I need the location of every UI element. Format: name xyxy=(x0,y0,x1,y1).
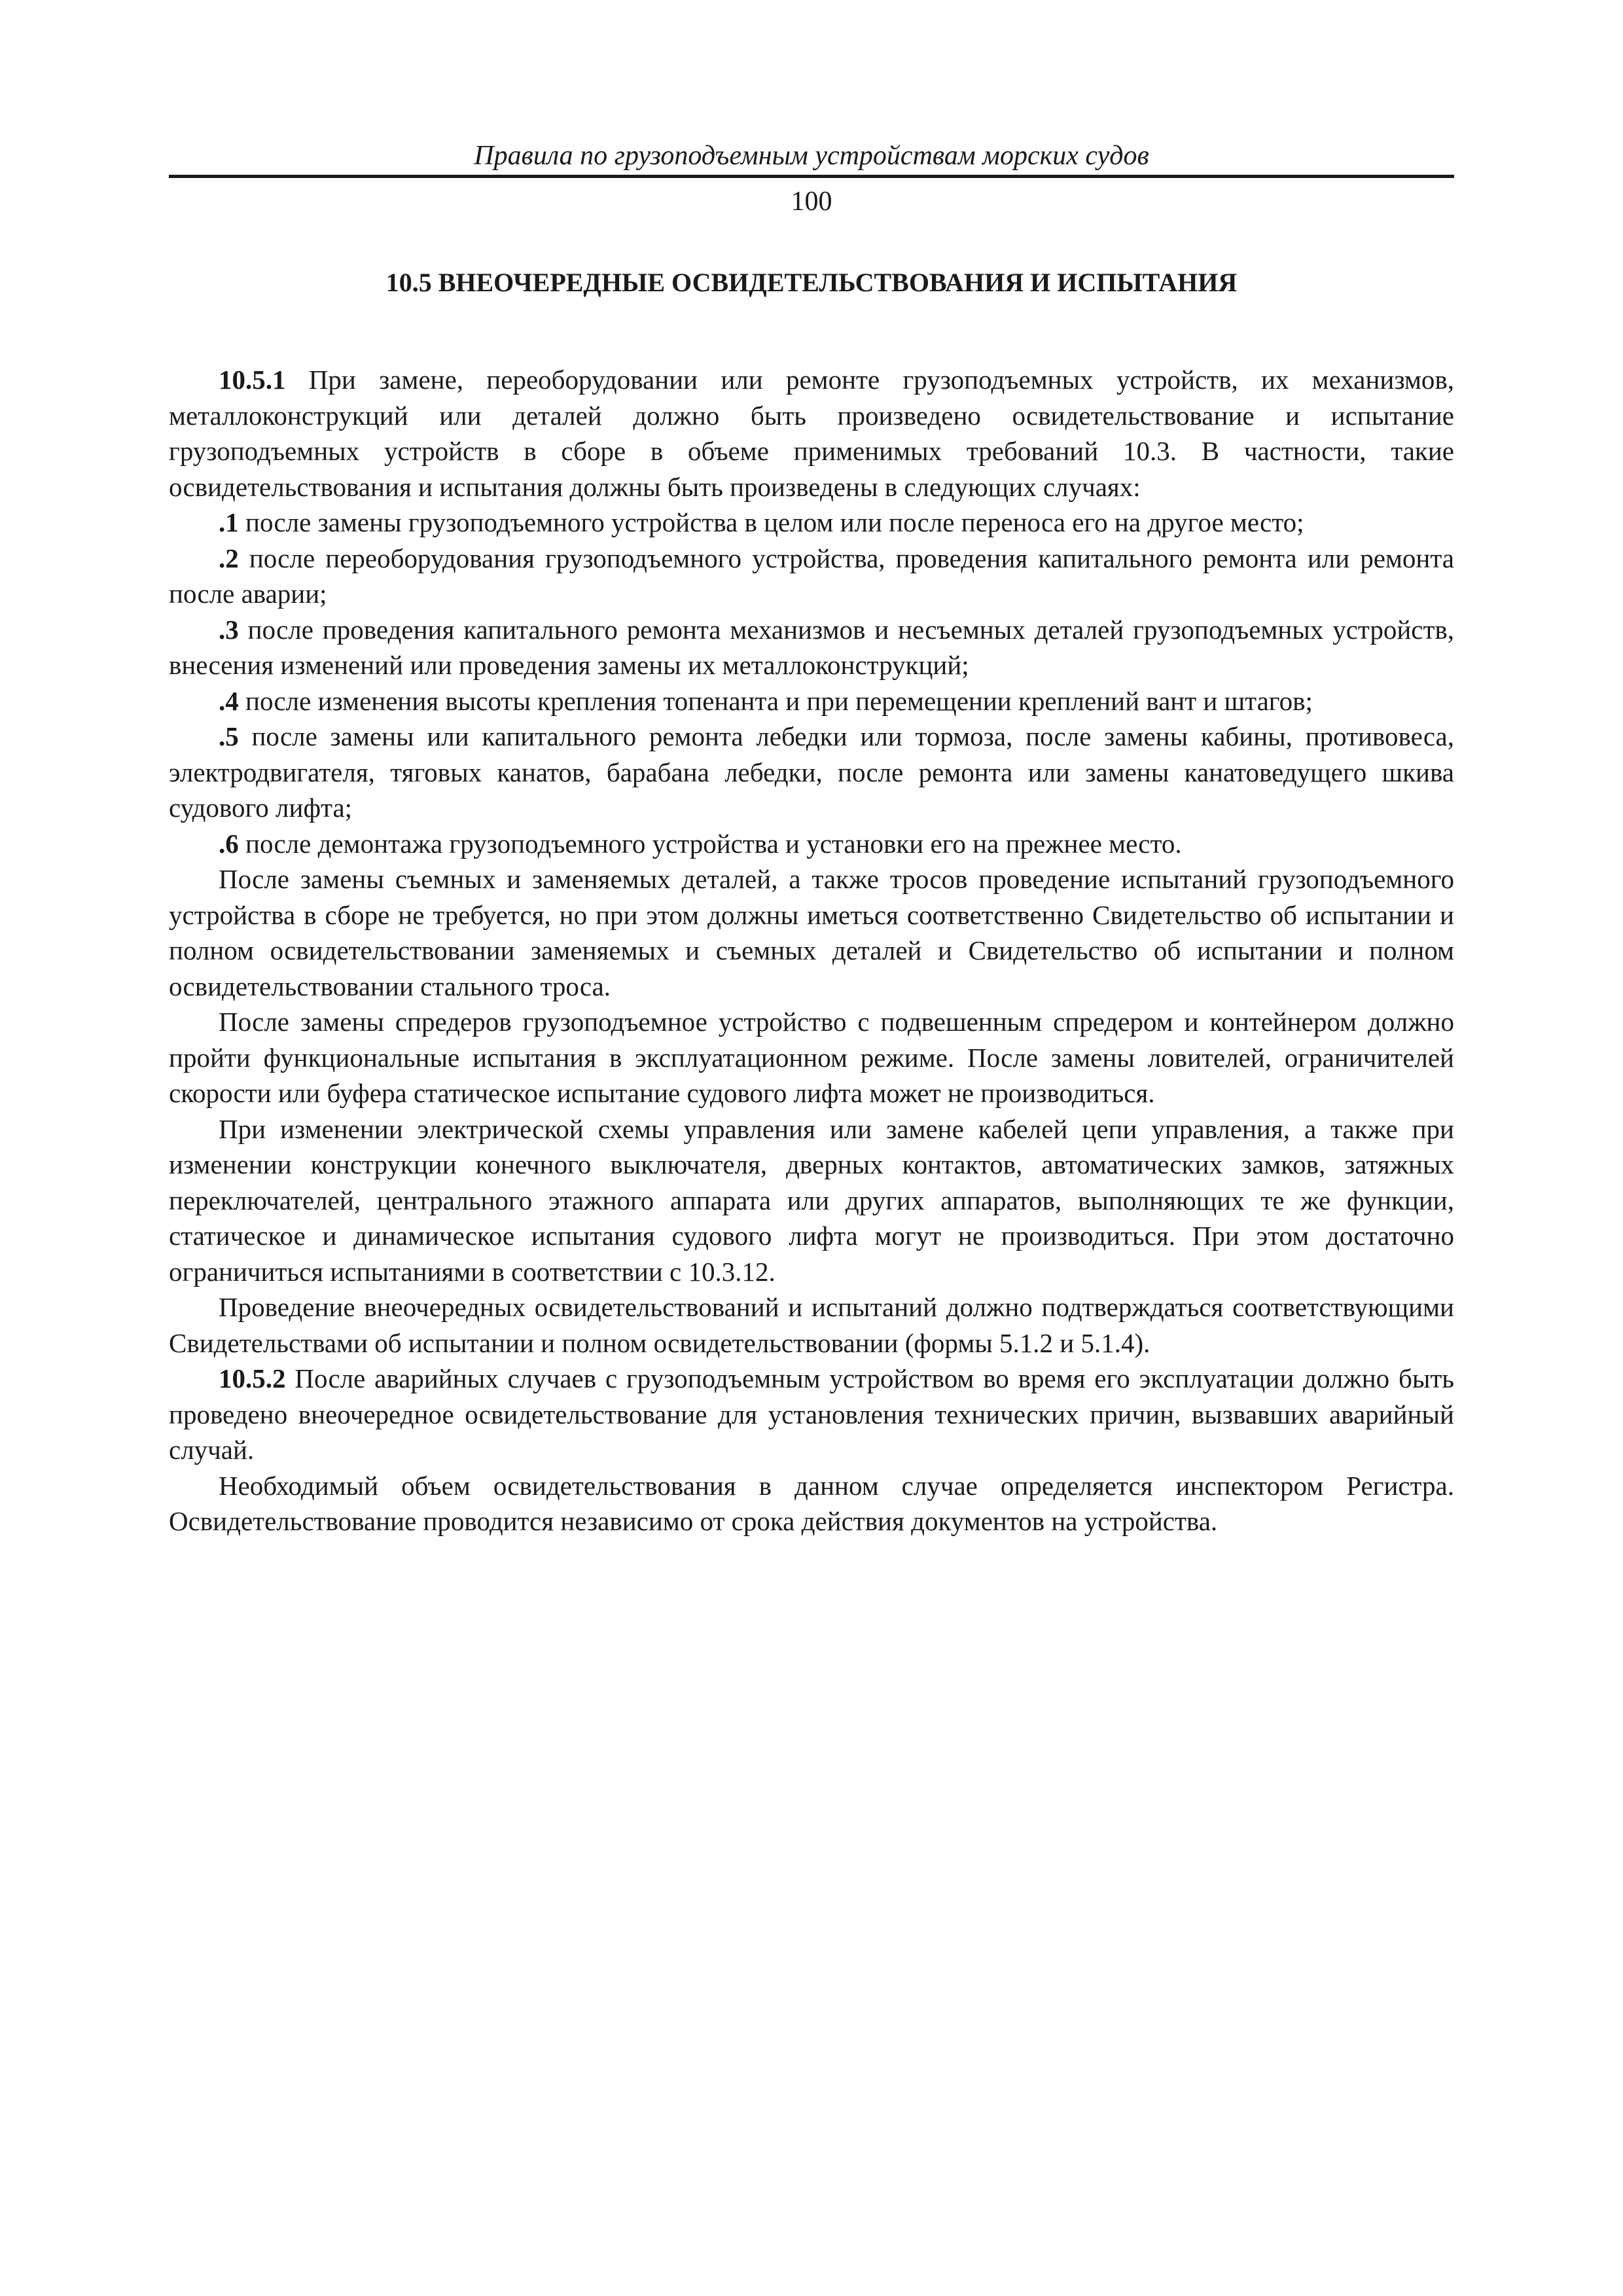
list-item-text: после замены грузоподъемного устройства в целом или после переноса его на другое место; xyxy=(238,507,1304,537)
list-item-number: .5 xyxy=(219,721,239,751)
paragraph-text: При замене, переоборудовании или ремонте грузоподъемных устройств, их механизмов, металлоконструкций или деталей должно быть произведено освидетельствование и испытание грузоподъемных устройств в сборе в объеме применимых требований 10.3. В частности, такие освидетельствования и испытания должны быть произведены в следующих случаях: xyxy=(169,365,1454,502)
paragraph-text: Необходимый объем освидетельствования в данном случае определяется инспектором Регистра. Освидетельствование проводится независимо от срока действия документов на устройства. xyxy=(169,1470,1454,1536)
paragraph-text: После замены съемных и заменяемых деталей, а также тросов проведение испытаний грузоподъемного устройства в сборе не требуется, но при этом должны иметься соответственно Свидетельство об испытании и полном освидетельствовании заменяемых и съемных деталей и Свидетельство об испытании и полном освидетельствовании стального троса. xyxy=(169,864,1454,1001)
paragraph-lead: 10.5.2 xyxy=(219,1363,286,1393)
list-item-number: .4 xyxy=(219,685,239,716)
list-item-number: .6 xyxy=(219,828,239,859)
paragraph-text: Проведение внеочередных освидетельствований и испытаний должно подтверждаться соответствующими Свидетельствами об испытании и полном освидетельствовании (формы 5.1.2 и 5.1.4). xyxy=(169,1292,1454,1358)
document-page xyxy=(169,0,1454,2296)
list-item-text: после изменения высоты крепления топенанта и при перемещении креплений вант и штагов; xyxy=(238,685,1313,716)
list-item xyxy=(169,826,1454,862)
list-item xyxy=(169,612,1454,683)
running-header: Правила по грузоподъемным устройствам морских судов xyxy=(474,141,1149,171)
list-item-number: .3 xyxy=(219,614,239,645)
list-item-text: после переоборудования грузоподъемного устройства, проведения капитального ремонта или ремонта после аварии; xyxy=(169,543,1454,609)
list-item xyxy=(169,505,1454,541)
list-item-text: после замены или капитального ремонта лебедки или тормоза, после замены кабины, противовеса, электродвигателя, тяговых канатов, барабана лебедки, после ремонта или замены канатоведущего шкива судового лифта; xyxy=(169,721,1454,823)
paragraph xyxy=(169,1468,1454,1539)
paragraph xyxy=(169,362,1454,505)
paragraph-lead: 10.5.1 xyxy=(219,365,286,395)
paragraph xyxy=(169,1289,1454,1361)
list-item-text: после демонтажа грузоподъемного устройства и установки его на прежнее место. xyxy=(238,828,1182,859)
page-number: 100 xyxy=(791,187,832,217)
body-text xyxy=(169,362,1454,1539)
header-rule xyxy=(169,175,1454,178)
paragraph xyxy=(169,1111,1454,1290)
paragraph xyxy=(169,1361,1454,1468)
paragraph-text: После аварийных случаев с грузоподъемным устройством во время его эксплуатации должно быть проведено внеочередное освидетельствование для установления технических причин, вызвавших аварийный случай. xyxy=(169,1363,1454,1465)
list-item-number: .1 xyxy=(219,507,239,537)
list-item-text: после проведения капитального ремонта механизмов и несъемных деталей грузоподъемных устройств, внесения изменений или проведения замены их металлоконструкций; xyxy=(169,614,1454,680)
list-item xyxy=(169,683,1454,719)
list-item-number: .2 xyxy=(219,543,239,573)
section-title: 10.5 ВНЕОЧЕРЕДНЫЕ ОСВИДЕТЕЛЬСТВОВАНИЯ И ИСПЫТАНИЯ xyxy=(385,268,1238,297)
paragraph-text: После замены спредеров грузоподъемное устройство с подвешенным спредером и контейнером должно пройти функциональные испытания в эксплуатационном режиме. После замены ловителей, ограничителей скорости или буфера статическое испытание судового лифта может не производиться. xyxy=(169,1007,1454,1108)
paragraph-text: При изменении электрической схемы управления или замене кабелей цепи управления, а также при изменении конструкции конечного выключателя, дверных контактов, автоматических замков, затяжных переключателей, центрального этажного аппарата или других аппаратов, выполняющих те же функции, статическое и динамическое испытания судового лифта могут не производиться. При этом достаточно ограничиться испытаниями в соответствии с 10.3.12. xyxy=(169,1113,1454,1287)
list-item xyxy=(169,541,1454,612)
paragraph xyxy=(169,1004,1454,1111)
list-item xyxy=(169,719,1454,826)
paragraph xyxy=(169,861,1454,1004)
